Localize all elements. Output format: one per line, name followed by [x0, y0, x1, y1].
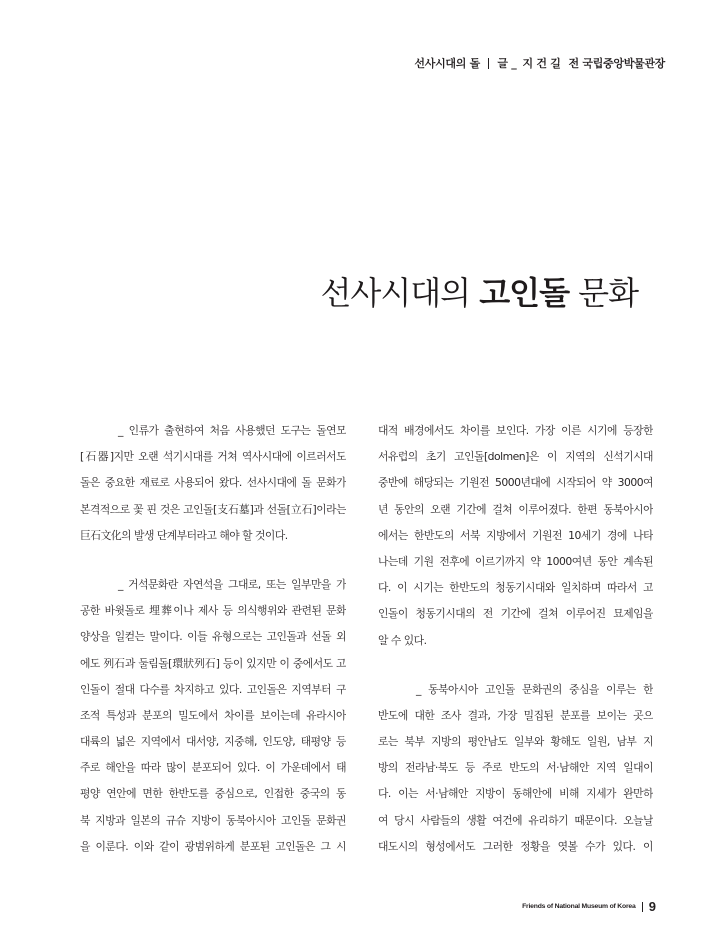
text-line: 주로 해안을 따라 많이 분포되어 있다. 이 가운데에서 태 [80, 761, 346, 775]
author-name: 지 건 길 [522, 57, 561, 70]
text-line: 다. 이는 서·남해안 지방이 동해안에 비해 지세가 완만하 [378, 787, 653, 801]
text-line: _ 거석문화란 자연석을 그대로, 또는 일부만을 가 [118, 577, 346, 591]
text-line: 대적 배경에서도 차이를 보인다. 가장 이른 시기에 등장한 [378, 424, 653, 437]
text-line: 에도 列石과 둘림돌[環狀列石] 등이 있지만 이 중에서도 고 [80, 656, 346, 670]
text-line: 서유럽의 초기 고인돌[dolmen]은 이 지역의 신석기시대 [378, 450, 653, 464]
text-line: 북 지방과 일본의 규슈 지방이 동북아시아 고인돌 문화권 [80, 813, 346, 827]
paragraph [80, 572, 346, 860]
text-line: 본격적으로 꽃 핀 것은 고인돌[支石墓]과 선돌[立石]이라는 [80, 502, 346, 516]
text-line: 평양 연안에 면한 한반도를 중심으로, 인접한 중국의 동 [80, 787, 346, 801]
paragraph [378, 418, 653, 654]
right-column [378, 418, 653, 860]
author-role: 전 국립중앙박물관장 [568, 57, 665, 70]
text-line: 양상을 일컫는 말이다. 이들 유형으로는 고인돌과 선돌 외 [80, 630, 346, 644]
text-line: 인돌이 절대 다수를 차지하고 있다. 고인돌은 지역부터 구 [80, 682, 346, 696]
text-line: 巨石文化의 발생 단계부터라고 해야 할 것이다. [80, 528, 288, 542]
text-line: 을 이룬다. 이와 같이 광범위하게 분포된 고인돌은 그 시 [80, 839, 346, 853]
section-title: 선사시대의 돌 [414, 57, 480, 70]
title-part-3: 문화 [578, 274, 638, 312]
text-line: 에서는 한반도의 서북 지방에서 기원전 10세기 경에 나타 [378, 528, 653, 542]
publication-name: Friends of National Museum of Korea [522, 903, 636, 910]
text-line: 다. 이 시기는 한반도의 청동기시대와 일치하며 따라서 고 [378, 581, 653, 595]
title-part-1: 선사시대의 [320, 274, 471, 312]
paragraph [378, 677, 653, 860]
text-line: [石器]지만 오랜 석기시대를 거쳐 역사시대에 이르러서도 [80, 450, 346, 464]
text-line: 공한 바윗돌로 埋葬이나 제사 등 의식행위와 관련된 문화 [80, 604, 346, 618]
text-line: _ 인류가 출현하여 처음 사용했던 도구는 돌연모 [118, 424, 346, 437]
text-line: _ 동북아시아 고인돌 문화권의 중심을 이루는 한 [416, 682, 653, 696]
page-footer [522, 899, 656, 914]
text-line: 반도에 대한 조사 결과, 가장 밀집된 분포를 보이는 곳으 [378, 708, 653, 722]
header-separator [488, 58, 490, 69]
title-part-2: 고인돌 [479, 274, 569, 312]
text-line: 방의 전라남·북도 등 주로 반도의 서·남해안 지역 일대이 [378, 761, 653, 775]
text-line: 알 수 있다. [378, 633, 427, 647]
paragraph [80, 418, 346, 549]
left-column [80, 418, 346, 860]
text-line: 중반에 해당되는 기원전 5000년대에 시작되어 약 3000여 [378, 476, 653, 490]
text-line: 로는 북부 지방의 평안남도 일부와 황해도 일원, 남부 지 [378, 735, 653, 749]
footer-separator [642, 902, 643, 912]
running-header [414, 55, 665, 71]
article-title [321, 268, 638, 314]
text-line: 돌은 중요한 재료로 사용되어 왔다. 선사시대에 돌 문화가 [80, 476, 346, 490]
text-line: 대륙의 넓은 지역에서 대서양, 지중해, 인도양, 태평양 등 [80, 735, 346, 749]
text-line: 여 당시 사람들의 생활 여건에 유리하기 때문이다. 오늘날 [378, 813, 653, 827]
text-line: 나는데 기원 전후에 이르기까지 약 1000여년 동안 계속된 [378, 554, 653, 568]
text-line: 조적 특성과 분포의 밀도에서 차이를 보이는데 유라시아 [80, 708, 346, 722]
text-line: 인돌이 청동기시대의 전 기간에 걸쳐 이루어진 묘제임을 [378, 607, 653, 621]
text-line: 년 동안의 오랜 기간에 걸쳐 이루어졌다. 한편 동북아시아 [378, 502, 653, 516]
byline-label: 글 _ [497, 57, 517, 70]
page-number: 9 [648, 899, 656, 914]
text-line: 대도시의 형성에서도 그러한 정황을 엿볼 수가 있다. 이 [378, 839, 653, 853]
